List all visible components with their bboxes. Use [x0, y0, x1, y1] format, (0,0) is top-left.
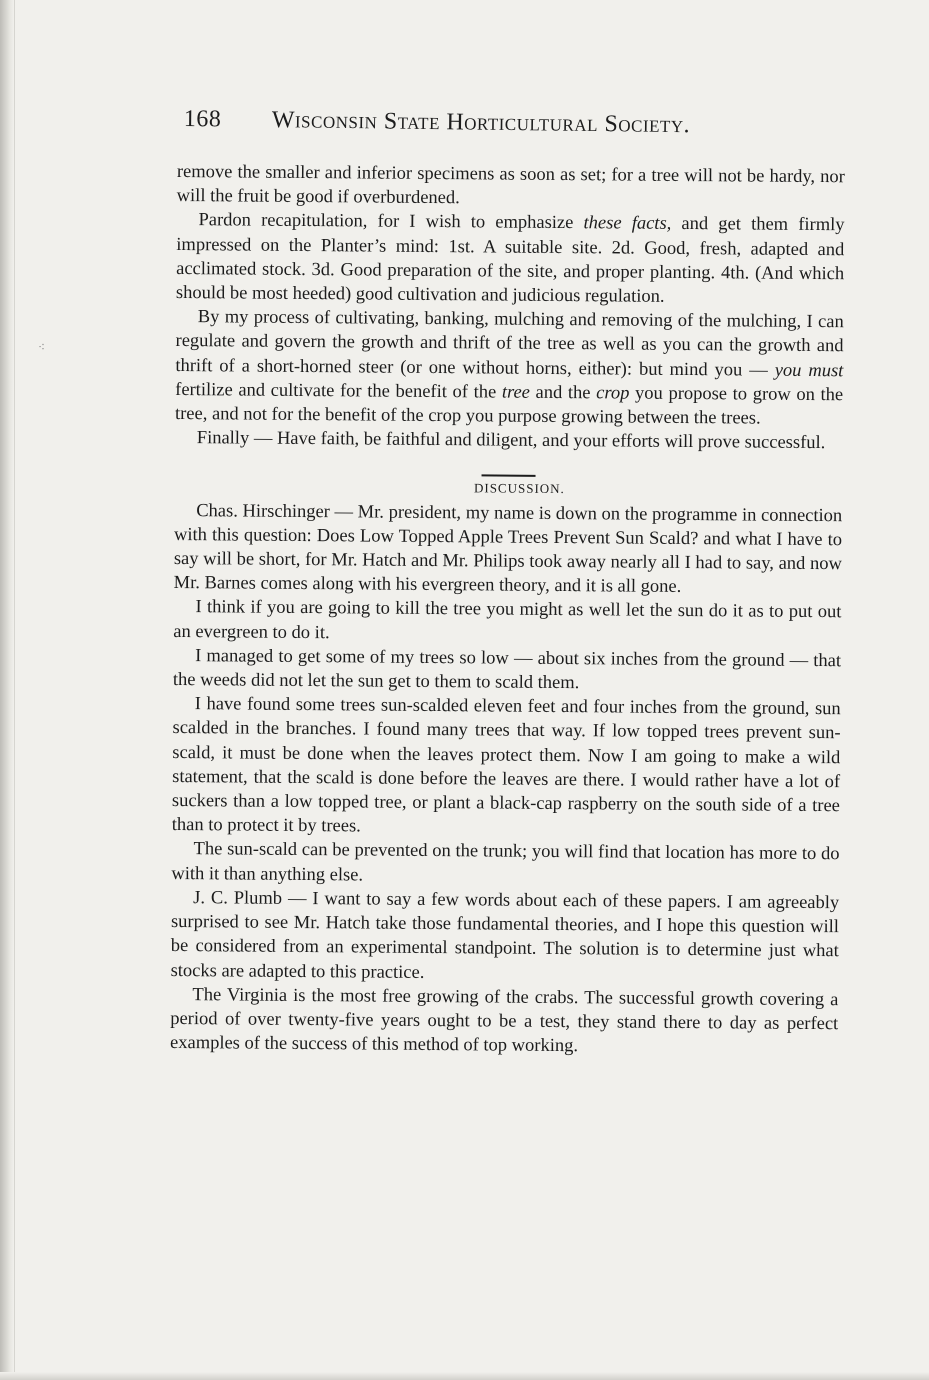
discussion-paragraph: J. C. Plumb — I want to say a few words about each of these papers. I am agreeably surprised to see Mr. Hatch take those fundamental theories, and I hope this question will be considered from an experimental standpoint. The solution is to determine just what stocks are adapted to this practice.: [170, 888, 840, 983]
scan-speck-mark: ⁖: [38, 340, 46, 354]
paragraph-continuation: remove the smaller and inferior specimens as soon as set; for a tree will not be hardy, nor will the fruit be good if overburdened.: [176, 161, 845, 209]
discussion-paragraph: I have found some trees sun-scalded eleven feet and four inches from the ground, sun scalded in the branches. I found many trees that way. If low topped trees prevent sun-scald, it must be done when the leaves protect them. Now I am going to make a wild statement, that the scald is done before the leaves are there. I would rather have a lot of suckers than a low topped tree, or plant a black-cap raspberry on the south side of a tree than to protect it by trees.: [171, 694, 841, 837]
emphasis-text: crop: [596, 383, 630, 404]
discussion-paragraph: The Virginia is the most free growing of the crabs. The successful growth covering a period of over twenty-five years ought to be a test, they stand there to day as perfect examples of the success of this method of top working.: [169, 984, 839, 1057]
page-body: [170, 160, 845, 1061]
discussion-paragraph: I think if you are going to kill the tree you might as well let the sun do it as to put out an evergreen to do it.: [173, 597, 842, 643]
text-run: Pardon recapitulation, for I wish to emphasize: [198, 210, 584, 234]
page-bottom-shadow: [0, 1372, 929, 1380]
discussion-paragraph: I managed to get some of my trees so low — about six inches from the ground — that the weeds did not let the sun get to them to scald them.: [172, 646, 842, 694]
discussion-paragraph: Chas. Hirschinger — Mr. president, my name is down on the programme in connection with this question: Does Low Topped Apple Trees Prevent Sun Scald? and what I have to say will be short, for Mr. Hatch and Mr. Philips took away nearly all I had to say, and now Mr. Barnes comes along with his evergreen theory, and it is all gone.: [173, 500, 843, 598]
discussion-paragraph: The sun-scald can be prevented on the trunk; you will find that location has more to do with it than anything else.: [171, 839, 840, 886]
text-run: you propose to grow on the tree, and not for the benefit of the crop you purpose growing between the trees.: [174, 383, 844, 429]
page-header: [184, 106, 774, 153]
emphasis-text: these facts,: [583, 213, 672, 235]
text-run: By my process of cultivating, banking, mulching and removing of the mulching, I can regulate and govern the growth and thrift of the tree as well as you can the growth and thrift of a short-horned steer (or one without horns, either): but mind you —: [175, 307, 844, 381]
section-heading: DISCUSSION.: [473, 480, 565, 497]
text-run: and get them firmly impressed on the Planter’s mind: 1st. A suitable site. 2d. Good, fresh, adapted and acclimated stock. 3d. Good preparation of the site, and proper planting. 4th. (And which should be most heeded) good cultivation and judicious regulation.: [175, 214, 845, 307]
paragraph-finally: Finally — Have faith, be faithful and diligent, and your efforts will prove successful.: [196, 428, 826, 454]
page-edge-shadow: [0, 0, 14, 1380]
paragraph-recapitulation: [176, 208, 845, 310]
text-run: and the: [529, 382, 597, 404]
running-head: Wisconsin State Horticultural Society.: [271, 107, 691, 139]
text-run: fertilize and cultivate for the benefit of the: [175, 379, 502, 403]
page-edge-line: [14, 0, 15, 1380]
emphasis-text: tree: [501, 382, 531, 403]
emphasis-text: you must: [774, 360, 844, 381]
paragraph-process: [175, 305, 844, 431]
page-number: 168: [183, 106, 222, 133]
